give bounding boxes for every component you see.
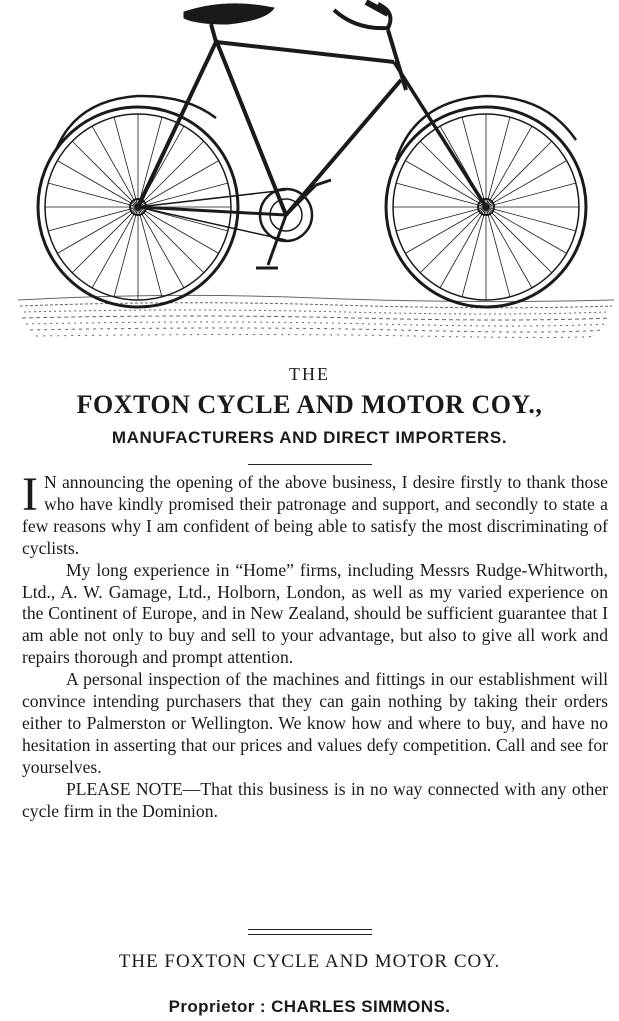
business-title: FOXTON CYCLE AND MOTOR COY., — [76, 390, 543, 419]
paragraph-2: My long experience in “Home” firms, including Messrs Rudge-Whitworth, Ltd., A. W. Gamage, Ltd., Holborn, London, as well as my varied experience on the Continent of Europe, and in New Zealand, should be sufficient guarantee that I am able not only to buy and sell to your advantage, but also to give all work and repairs thorough and prompt attention. — [22, 559, 608, 668]
heading-the: THE — [289, 364, 330, 384]
bicycle-illustration-icon — [16, 0, 616, 356]
divider-rule — [248, 929, 372, 931]
proprietor-line: Proprietor : CHARLES SIMMONS. — [168, 997, 451, 1016]
closing-line: THE FOXTON CYCLE AND MOTOR COY. — [118, 951, 501, 972]
paragraph-4: PLEASE NOTE—That this business is in no way connected with any other cycle firm in the Dominion. — [22, 778, 608, 821]
paragraph-1 — [22, 468, 608, 560]
drop-cap: I — [22, 468, 38, 521]
front-wheel — [386, 96, 586, 307]
business-subtitle: MANUFACTURERS AND DIRECT IMPORTERS. — [111, 428, 508, 447]
divider-rule — [248, 464, 372, 466]
paragraph-1-text: N announcing the opening of the above business, I desire firstly to thank those who have kindly promised their patronage and support, and secondly to state a few reasons why I am confident of being able to satisfy the most discriminating of cyclists. — [22, 472, 608, 558]
saddle — [184, 4, 274, 42]
paragraph-3: A personal inspection of the machines and fittings in our establishment will convince intending purchasers that they can gain nothing by taking their orders either to Palmerston or Wellington. We know how and where to buy, and have no hesitation in asserting that our prices and values defy competition. Call and see for yourselves. — [22, 669, 608, 777]
announcement-body — [22, 468, 608, 823]
handlebar — [334, 2, 390, 28]
divider-rule — [248, 934, 372, 936]
rear-wheel — [38, 96, 238, 307]
